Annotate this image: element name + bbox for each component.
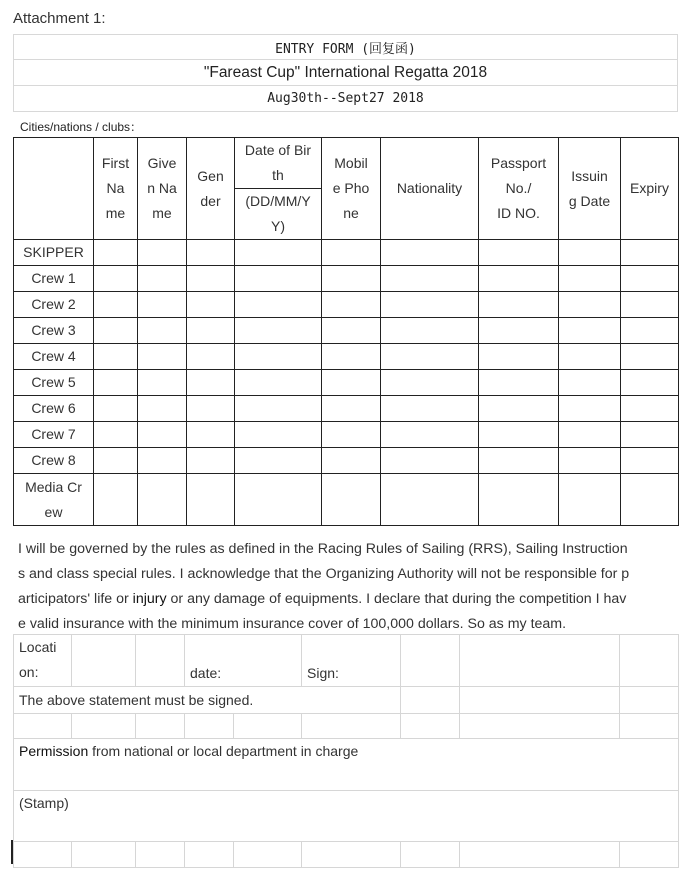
table-cell[interactable]	[381, 422, 479, 448]
table-cell[interactable]	[235, 344, 322, 370]
sign-label: Sign:	[302, 635, 401, 687]
table-cell[interactable]	[138, 396, 187, 422]
col-dob-bottom: (DD/MM/Y Y)	[235, 189, 322, 240]
blank-cell	[72, 714, 136, 739]
table-row	[14, 240, 679, 266]
table-cell[interactable]	[381, 448, 479, 474]
signature-field[interactable]	[460, 635, 620, 687]
blank-cell	[136, 714, 185, 739]
blank-cell	[234, 714, 302, 739]
row-label: Crew 2	[14, 292, 94, 318]
location-field[interactable]	[136, 635, 185, 687]
table-cell[interactable]	[94, 344, 138, 370]
table-row	[14, 370, 679, 396]
table-cell[interactable]	[138, 266, 187, 292]
event-dates: Aug30th--Sept27 2018	[13, 86, 678, 112]
table-cell[interactable]	[235, 292, 322, 318]
table-cell[interactable]	[187, 318, 235, 344]
table-row	[14, 422, 679, 448]
table-cell[interactable]	[94, 422, 138, 448]
permission-label: Permission from national or local department in charge	[14, 739, 679, 791]
table-cell[interactable]	[138, 370, 187, 396]
table-cell[interactable]	[479, 370, 559, 396]
table-cell[interactable]	[381, 318, 479, 344]
table-cell[interactable]	[559, 448, 621, 474]
statement-line: e valid insurance with the minimum insurance cover of 100,000 dollars. So as my team.	[18, 616, 567, 632]
statement-line: I will be governed by the rules as defined in the Racing Rules of Sailing (RRS), Sailing Instruction	[18, 541, 628, 557]
table-cell[interactable]	[322, 474, 381, 526]
table-cell[interactable]	[235, 318, 322, 344]
row-label: Crew 1	[14, 266, 94, 292]
table-cell[interactable]	[322, 318, 381, 344]
blank-cell	[302, 714, 401, 739]
corner-cell	[14, 138, 94, 240]
table-cell[interactable]	[322, 422, 381, 448]
table-cell[interactable]	[479, 396, 559, 422]
table-cell[interactable]	[559, 396, 621, 422]
table-cell[interactable]	[381, 370, 479, 396]
table-cell[interactable]	[479, 292, 559, 318]
statement-line: s and class special rules. I acknowledge that the Organizing Authority will not be responsible for p	[18, 566, 630, 582]
table-cell[interactable]	[187, 448, 235, 474]
col-passport: Passport No./ ID NO.	[479, 138, 559, 240]
table-cell[interactable]	[187, 474, 235, 526]
table-cell[interactable]	[235, 422, 322, 448]
table-cell[interactable]	[621, 422, 679, 448]
table-row	[14, 318, 679, 344]
blank-cell	[136, 842, 185, 868]
table-cell[interactable]	[235, 474, 322, 526]
row-label: Crew 5	[14, 370, 94, 396]
signature-table	[13, 634, 679, 868]
signature-field[interactable]	[401, 635, 460, 687]
table-cell[interactable]	[479, 422, 559, 448]
event-name: "Fareast Cup" International Regatta 2018	[13, 60, 678, 86]
col-dob-top: Date of Bir th	[235, 138, 322, 189]
cities-label: Cities/nations / clubs：	[20, 120, 143, 134]
table-cell[interactable]	[621, 318, 679, 344]
table-cell[interactable]	[322, 448, 381, 474]
table-cell[interactable]	[187, 292, 235, 318]
table-cell[interactable]	[187, 422, 235, 448]
statement-paragraph	[18, 537, 678, 637]
table-cell[interactable]	[479, 344, 559, 370]
table-cell[interactable]	[479, 266, 559, 292]
table-cell[interactable]	[94, 474, 138, 526]
col-issuing-date: Issuin g Date	[559, 138, 621, 240]
table-row-media-crew	[14, 474, 679, 526]
table-cell[interactable]	[479, 240, 559, 266]
blank-cell	[401, 714, 460, 739]
table-cell[interactable]	[138, 240, 187, 266]
table-cell[interactable]	[621, 240, 679, 266]
row-label: Crew 8	[14, 448, 94, 474]
row-label: Crew 3	[14, 318, 94, 344]
row-label: Crew 6	[14, 396, 94, 422]
date-label: date:	[185, 635, 302, 687]
table-cell[interactable]	[621, 344, 679, 370]
row-label: SKIPPER	[14, 240, 94, 266]
must-sign-note: The above statement must be signed.	[14, 687, 401, 714]
table-cell[interactable]	[322, 240, 381, 266]
blank-cell	[14, 714, 72, 739]
blank-cell	[401, 842, 460, 868]
col-nationality: Nationality	[381, 138, 479, 240]
row-label-media-crew: Media Cr ew	[14, 474, 94, 526]
location-field[interactable]	[72, 635, 136, 687]
attachment-label: Attachment 1:	[13, 10, 106, 27]
table-cell[interactable]	[559, 240, 621, 266]
statement-line: articipators' life or injury or any damage of equipments. I declare that during the competition I hav	[18, 591, 627, 607]
table-cell[interactable]	[138, 422, 187, 448]
blank-cell	[460, 687, 620, 714]
table-row	[14, 448, 679, 474]
table-cell[interactable]	[235, 266, 322, 292]
table-cell[interactable]	[559, 344, 621, 370]
blank-cell	[460, 842, 620, 868]
col-first-name: First Na me	[94, 138, 138, 240]
table-cell[interactable]	[94, 240, 138, 266]
table-row	[14, 266, 679, 292]
table-cell[interactable]	[559, 292, 621, 318]
table-cell[interactable]	[559, 474, 621, 526]
table-cell[interactable]	[94, 266, 138, 292]
col-mobile: Mobil e Pho ne	[322, 138, 381, 240]
table-cell[interactable]	[138, 344, 187, 370]
table-cell[interactable]	[138, 318, 187, 344]
table-cell[interactable]	[621, 474, 679, 526]
col-expiry: Expiry	[621, 138, 679, 240]
blank-cell	[620, 714, 679, 739]
table-cell[interactable]	[94, 292, 138, 318]
blank-cell	[460, 714, 620, 739]
blank-cell	[401, 687, 460, 714]
row-label: Crew 7	[14, 422, 94, 448]
table-cell[interactable]	[94, 318, 138, 344]
table-row	[14, 396, 679, 422]
left-edge-rule	[11, 840, 13, 864]
table-cell[interactable]	[621, 396, 679, 422]
blank-cell	[620, 842, 679, 868]
table-cell[interactable]	[138, 292, 187, 318]
table-cell[interactable]	[235, 370, 322, 396]
row-label: Crew 4	[14, 344, 94, 370]
table-cell[interactable]	[381, 266, 479, 292]
table-cell[interactable]	[235, 448, 322, 474]
table-row	[14, 292, 679, 318]
table-row	[14, 344, 679, 370]
table-cell[interactable]	[187, 370, 235, 396]
table-cell[interactable]	[235, 240, 322, 266]
table-cell[interactable]	[322, 266, 381, 292]
blank-cell	[620, 687, 679, 714]
table-cell[interactable]	[479, 448, 559, 474]
table-cell[interactable]	[322, 370, 381, 396]
col-given-name: Give n Na me	[138, 138, 187, 240]
stamp-area[interactable]: (Stamp)	[14, 791, 679, 842]
table-cell[interactable]	[381, 240, 479, 266]
table-cell[interactable]	[479, 474, 559, 526]
blank-cell	[234, 842, 302, 868]
table-cell[interactable]	[187, 344, 235, 370]
table-cell[interactable]	[621, 292, 679, 318]
table-cell[interactable]	[187, 240, 235, 266]
table-cell[interactable]	[187, 396, 235, 422]
table-cell[interactable]	[235, 396, 322, 422]
table-cell[interactable]	[381, 292, 479, 318]
table-cell[interactable]	[559, 422, 621, 448]
table-cell[interactable]	[322, 344, 381, 370]
table-cell[interactable]	[381, 344, 479, 370]
table-cell[interactable]	[322, 396, 381, 422]
col-gender: Gen der	[187, 138, 235, 240]
table-cell[interactable]	[94, 370, 138, 396]
table-cell[interactable]	[621, 266, 679, 292]
table-cell[interactable]	[138, 474, 187, 526]
table-cell[interactable]	[322, 292, 381, 318]
location-label: Locati on:	[14, 635, 72, 687]
blank-cell	[72, 842, 136, 868]
table-cell[interactable]	[94, 448, 138, 474]
blank-cell	[14, 842, 72, 868]
signature-field[interactable]	[620, 635, 679, 687]
table-cell[interactable]	[381, 474, 479, 526]
table-cell[interactable]	[559, 370, 621, 396]
table-cell[interactable]	[94, 396, 138, 422]
table-cell[interactable]	[559, 266, 621, 292]
blank-cell	[302, 842, 401, 868]
table-cell[interactable]	[621, 448, 679, 474]
crew-table	[13, 137, 679, 526]
table-cell[interactable]	[138, 448, 187, 474]
table-cell[interactable]	[559, 318, 621, 344]
form-title: ENTRY FORM (回复函)	[13, 34, 678, 60]
table-cell[interactable]	[187, 266, 235, 292]
table-cell[interactable]	[479, 318, 559, 344]
blank-cell	[185, 714, 234, 739]
table-cell[interactable]	[621, 370, 679, 396]
table-cell[interactable]	[381, 396, 479, 422]
blank-cell	[185, 842, 234, 868]
